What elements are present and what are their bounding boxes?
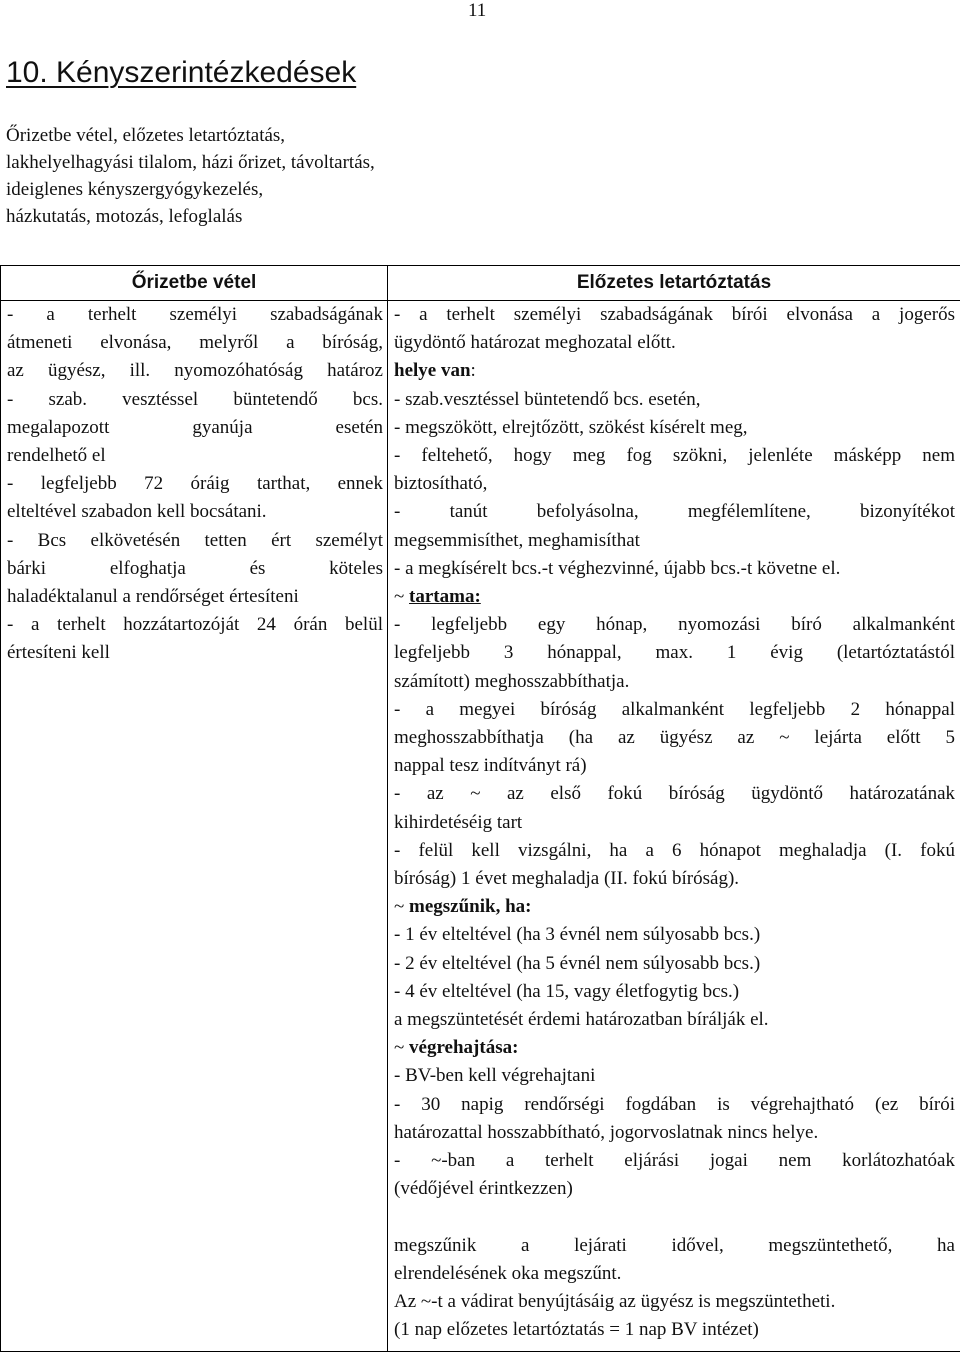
header-orizetbe-vetel: Őrizetbe vétel: [1, 266, 388, 301]
list-item: kihirdetéséig tart: [394, 811, 523, 833]
intro-line: ideiglenes kényszergyógykezelés,: [6, 179, 264, 200]
list-item: határozattal hosszabbítható, jogorvoslatnak nincs helye.: [394, 1121, 819, 1143]
intro-line: Őrizetbe vétel, előzetes letartóztatás,: [6, 125, 286, 146]
table-header-row: [1, 266, 960, 301]
list-item: - BV-ben kell végrehajtani: [394, 1065, 596, 1087]
list-item: - szab.vesztéssel büntetendő bcs. esetén,: [394, 388, 701, 410]
text-line: átmeneti elvonása, melyről a bíróság,: [7, 332, 383, 354]
text-line: az ügyész, ill. nyomozóhatóság határoz: [7, 360, 383, 382]
list-item: megsemmisíthet, meghamisíthat: [394, 529, 640, 551]
text-line: Az ~-t a vádirat benyújtásáig az ügyész is megszüntetheti.: [394, 1290, 836, 1312]
text-line: értesíteni kell: [7, 642, 110, 664]
list-item: - legfeljebb egy hónap, nyomozási bíró alkalmanként: [394, 614, 955, 636]
list-item: legfeljebb 3 hónappal, max. 1 évig (letartóztatástól: [394, 642, 955, 664]
text-line: rendelhető el: [7, 445, 106, 467]
helye-colon: :: [470, 360, 476, 382]
list-item: - a megyei bíróság alkalmanként legfeljebb 2 hónappal: [394, 698, 955, 720]
megszunik-prefix: ~: [394, 896, 410, 918]
chapter-title: 10. Kényszerintézkedések: [6, 56, 357, 89]
text-line: - a terhelt személyi szabadságának: [7, 304, 383, 325]
list-item: - 4 év elteltével (ha 15, vagy életfogytig bcs.): [394, 980, 740, 1002]
vegrehajtasa-heading: [394, 1034, 955, 1062]
text-line: - legfeljebb 72 óráig tarthat, ennek: [7, 473, 383, 495]
list-item: - ~-ban a terhelt eljárási jogai nem korlátozhatóak: [394, 1150, 955, 1172]
text-line: megalapozott gyanúja esetén: [7, 416, 383, 438]
text-line: bárki elfoghatja és köteles: [7, 557, 383, 579]
page-number: 11: [468, 0, 487, 21]
tartama-heading: [394, 583, 955, 611]
list-item: (védőjével érintkezzen): [394, 1178, 573, 1200]
vegrehajtasa-label: végrehajtása:: [409, 1037, 519, 1059]
text-line: megszűnik a lejárati idővel, megszüntethető, ha: [394, 1234, 955, 1256]
list-item: meghosszabbíthatja (ha az ügyész az ~ lejárta előtt 5: [394, 727, 955, 749]
paragraph-gap: [394, 1204, 955, 1232]
tartama-label: tartama:: [409, 586, 481, 608]
list-item: - az ~ az első fokú bíróság ügydöntő határozatának: [394, 783, 955, 805]
orizetbe-vetel-cell: [1, 301, 388, 1352]
list-item: - 30 napig rendőrségi fogdában is végrehajtható (ez bírói: [394, 1093, 955, 1115]
comparison-table: [0, 265, 960, 1352]
megszunik-list: [394, 921, 955, 1034]
table-body-row: [1, 301, 960, 1352]
list-item: nappal tesz indítványt rá): [394, 755, 587, 777]
helye-heading: [394, 357, 955, 385]
vegrehajtasa-prefix: ~: [394, 1037, 410, 1059]
list-item: bíróság) 1 évet meghaladja (II. fokú bíróság).: [394, 868, 740, 890]
list-item: biztosítható,: [394, 473, 488, 495]
intro-line: házkutatás, motozás, lefoglalás: [6, 206, 243, 227]
tartama-list: [394, 611, 955, 893]
intro-paragraph: [6, 122, 606, 230]
definition-text: [394, 301, 955, 357]
text-line: ügydöntő határozat meghozatal előtt.: [394, 332, 676, 354]
helye-list: [394, 386, 955, 583]
orizetbe-vetel-text: [7, 301, 383, 668]
list-item: - tanút befolyásolna, megfélemlítene, bizonyítékot: [394, 501, 955, 523]
text-line: - a terhelt személyi szabadságának bírói elvonása a jogerős: [394, 304, 955, 325]
header-elozetes-letartoztatas: Előzetes letartóztatás: [388, 266, 960, 301]
helye-label: helye van: [394, 360, 471, 382]
text-line: elrendelésének oka megszűnt.: [394, 1262, 622, 1284]
megszunik-heading: [394, 893, 955, 921]
text-line: (1 nap előzetes letartóztatás = 1 nap BV intézet): [394, 1319, 759, 1341]
list-item: számított) meghosszabbíthatja.: [394, 670, 630, 692]
vegrehajtasa-list: [394, 1062, 955, 1203]
elozetes-letartoztatas-cell: [388, 301, 960, 1352]
intro-line: lakhelyelhagyási tilalom, házi őrizet, távoltartás,: [6, 152, 375, 173]
text-line: - szab. vesztéssel büntetendő bcs.: [7, 388, 383, 410]
text-line: elteltével szabadon kell bocsátani.: [7, 501, 267, 523]
list-item: - 1 év elteltével (ha 3 évnél nem súlyosabb bcs.): [394, 924, 761, 946]
list-item: - 2 év elteltével (ha 5 évnél nem súlyosabb bcs.): [394, 952, 761, 974]
text-line: - Bcs elkövetésén tetten ért személyt: [7, 529, 383, 551]
list-item: - megszökött, elrejtőzött, szökést kísérelt meg,: [394, 416, 748, 438]
list-item: - felül kell vizsgálni, ha a 6 hónapot meghaladja (I. fokú: [394, 839, 955, 861]
text-line: haladéktalanul a rendőrséget értesíteni: [7, 586, 299, 608]
megszunik-label: megszűnik, ha:: [409, 896, 532, 918]
list-item: a megszüntetését érdemi határozatban bírálják el.: [394, 1009, 769, 1031]
closing-text: [394, 1232, 955, 1345]
list-item: - feltehető, hogy meg fog szökni, jelenléte másképp nem: [394, 445, 955, 467]
list-item: - a megkísérelt bcs.-t véghezvinné, újabb bcs.-t követne el.: [394, 557, 841, 579]
tartama-prefix: ~: [394, 586, 410, 608]
text-line: - a terhelt hozzátartozóját 24 órán belül: [7, 614, 383, 636]
